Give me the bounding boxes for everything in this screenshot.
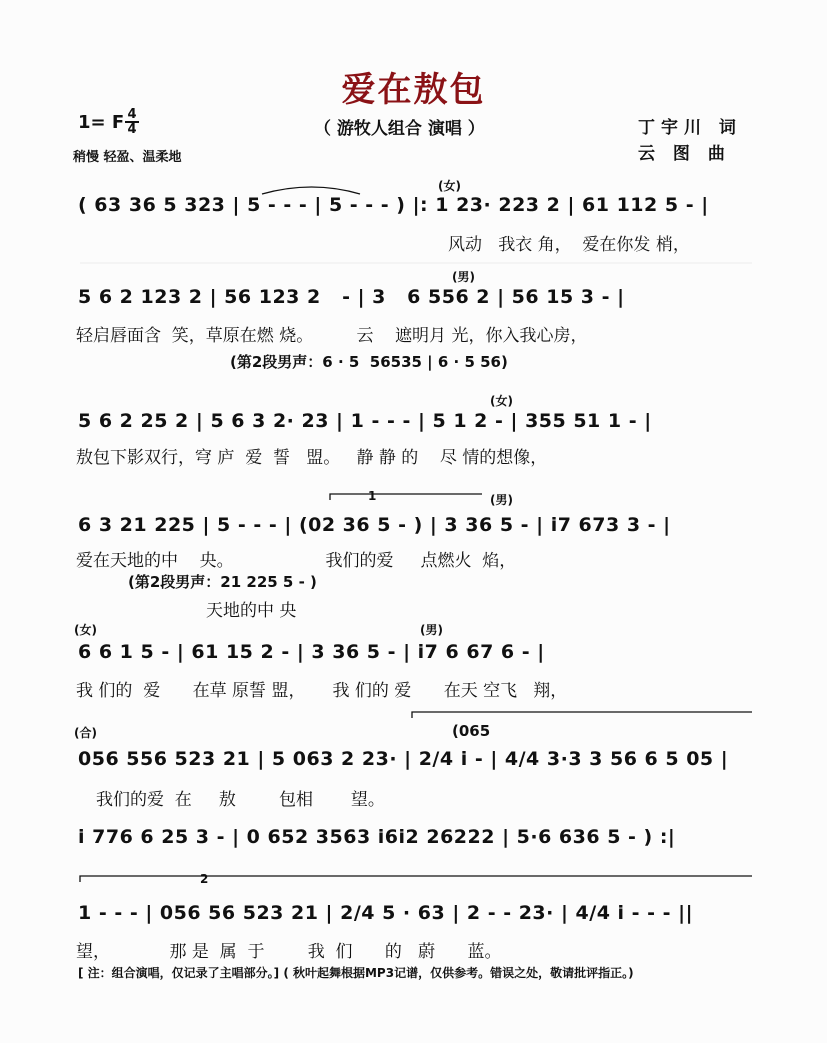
composer-credit: 云 图 曲 [638, 144, 731, 164]
part-label: (合) [74, 726, 97, 740]
part-label: (女) [490, 394, 513, 408]
tempo-marking: 稍慢 轻盈、温柔地 [73, 150, 182, 165]
lyric-line-2: 轻启唇面含 笑，草原在燃 烧。 云 遮明月 光，你入我心房， [76, 326, 588, 346]
key-signature: 1= F [78, 112, 125, 133]
part-label: (女) [438, 179, 461, 193]
lyric-line-5: 我 们的 爱 在草 原誓 盟， 我 们的 爱 在天 空飞 翔， [76, 681, 568, 701]
notation-line-8: 1 - - - | 056 56 523 21 | 2/4 5 · 63 | 2 - - 23· | 4/4 i - - - || [78, 902, 694, 924]
volta-bracket [80, 876, 752, 882]
second-verse-male-line: (第2段男声：6 · 5 56535 | 6 · 5 56) [230, 353, 508, 371]
lyric-line-1: 风动 我衣 角， 爱在你发 梢， [448, 235, 690, 255]
volta-number: 2 [200, 872, 209, 886]
lyricist-credit: 丁宇川 词 [638, 118, 742, 138]
lyric-line-3: 敖包下影双行，穹 庐 爱 誓 盟。 静 静 的 尽 情的想像， [76, 448, 548, 468]
time-signature-top: 4 [127, 107, 137, 122]
lyric-line-6: 我们的爱 在 敖 包相 望。 [96, 790, 385, 810]
volta-number: 1 [368, 489, 377, 503]
tie-arc [262, 187, 360, 194]
performer: （ 游牧人组合 演唱 ） [314, 119, 485, 139]
second-verse-male-line: (第2段男声：21 225 5 - ) [128, 573, 317, 591]
lyric-line-8: 望， 那 是 属 于 我 们 的 蔚 蓝。 [76, 942, 502, 962]
volta-bracket [412, 712, 752, 718]
lyric-line-4: 爱在天地的中 央。 我们的爱 点燃火 焰， [76, 551, 517, 571]
notation-line-2: 5 6 2 123 2 | 56 123 2 - | 3 6 556 2 | 56 15 3 - | [78, 286, 625, 308]
volta-bracket [330, 494, 482, 500]
notation-line-7: i 776 6 25 3 - | 0 652 3563 i6i2 26222 | 5·6 636 5 - ) :| [78, 826, 676, 848]
notation-line-6: 056 556 523 21 | 5 063 2 23· | 2/4 i - | 4/4 3·3 3 56 6 5 05 | [78, 748, 729, 770]
part-label: (男) [420, 623, 443, 637]
notation-line-3: 5 6 2 25 2 | 5 6 3 2· 23 | 1 - - - | 5 1 2 - | 355 51 1 - | [78, 410, 652, 432]
notation-line-1: ( 63 36 5 323 | 5 - - - | 5 - - - ) |: 1 23· 223 2 | 61 112 5 - | [78, 194, 709, 216]
instrumental-insert: (065 [452, 722, 491, 740]
notation-line-5: 6 6 1 5 - | 61 15 2 - | 3 36 5 - | i7 6 67 6 - | [78, 641, 545, 663]
time-signature-bottom: 4 [125, 121, 139, 136]
part-label: (男) [452, 270, 475, 284]
song-title: 爱在敖包 [341, 70, 486, 110]
part-label: (女) [74, 623, 97, 637]
footer-note: [ 注：组合演唱，仅记录了主唱部分。] ( 秋叶起舞根据MP3记谱，仅供参考。错误之处，敬请批评指正。) [78, 966, 634, 980]
second-verse-male-lyric: 天地的中 央 [206, 601, 297, 621]
part-label: (男) [490, 493, 513, 507]
notation-line-4: 6 3 21 225 | 5 - - - | (02 36 5 - ) | 3 36 5 - | i7 673 3 - | [78, 514, 671, 536]
